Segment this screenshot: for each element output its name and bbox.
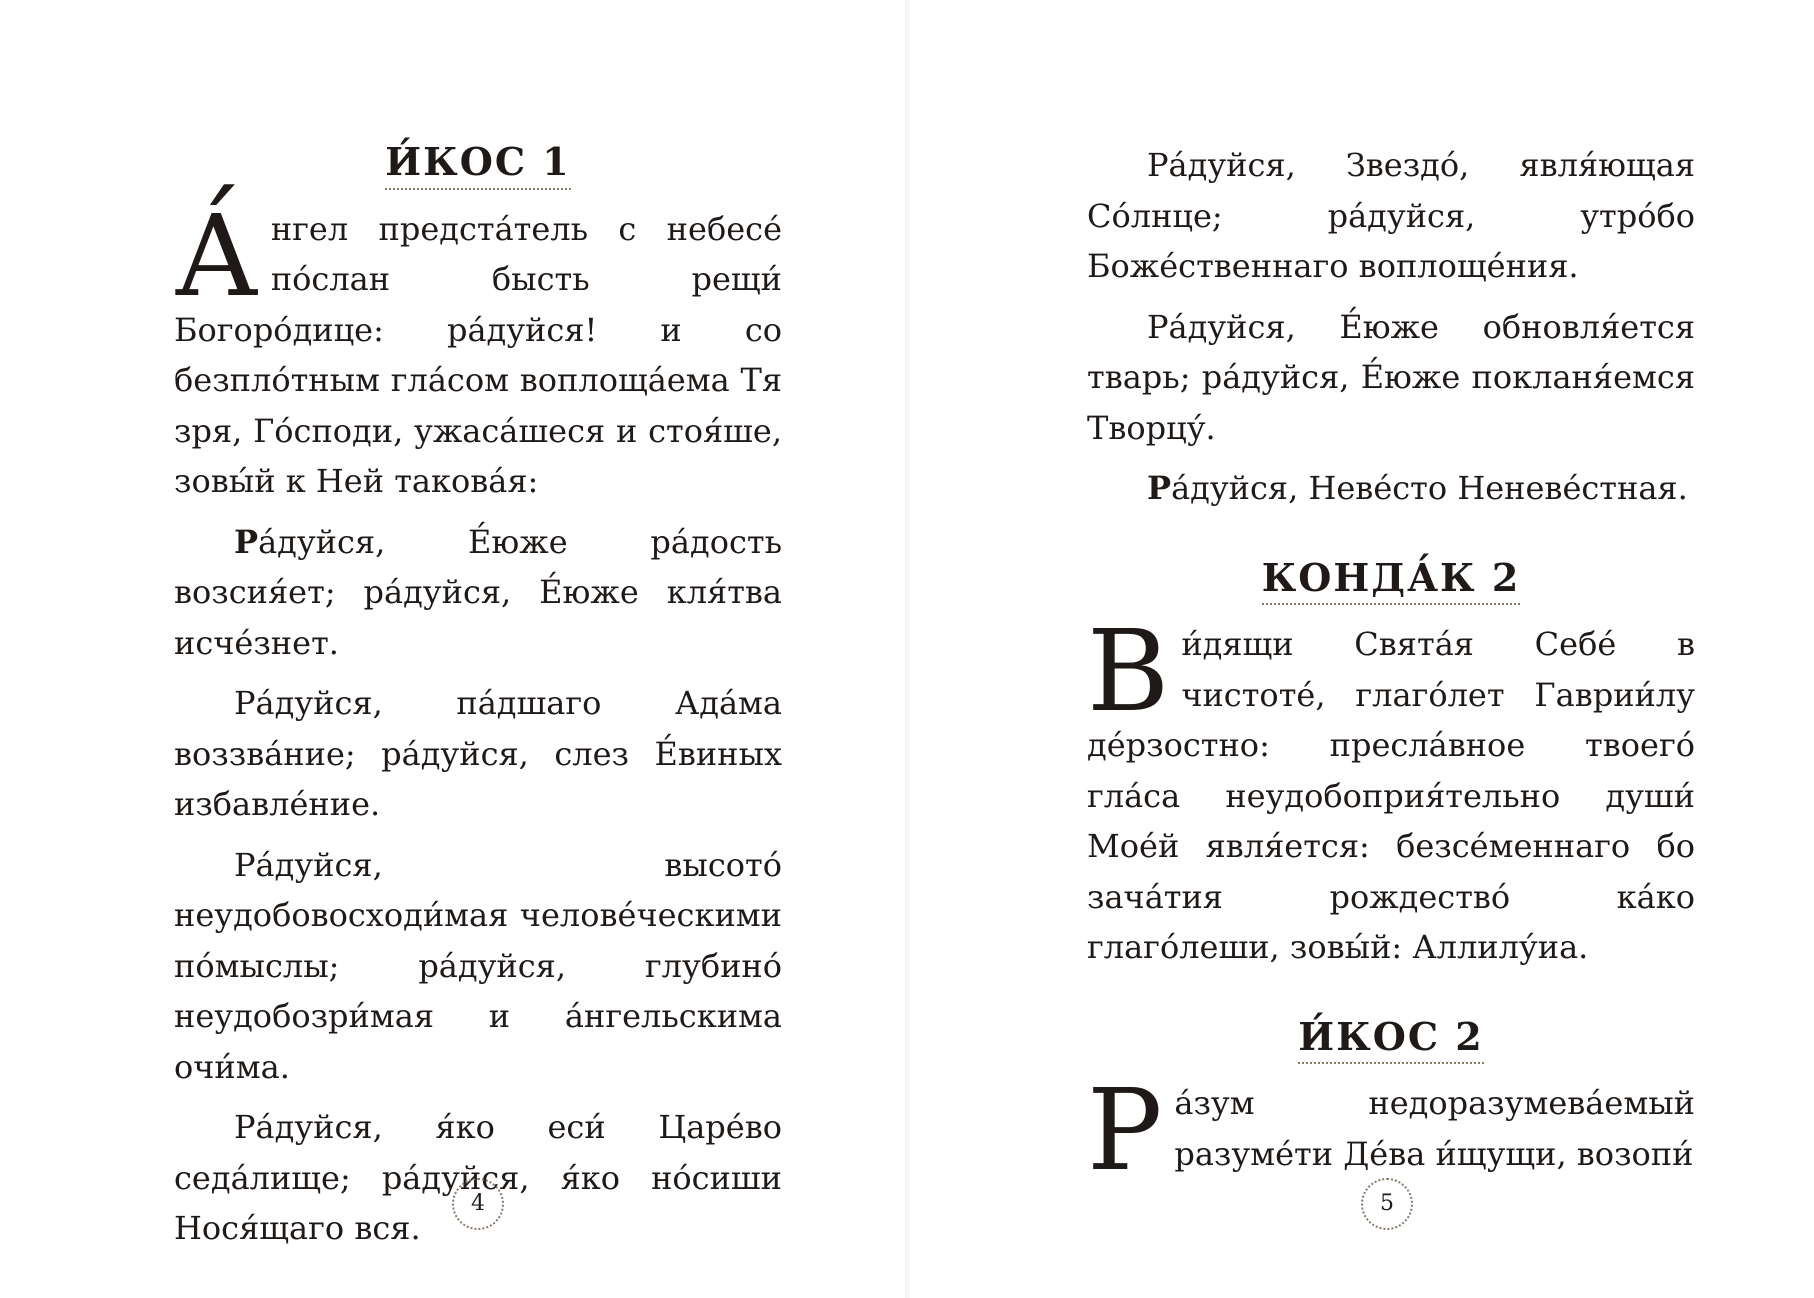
kondak-2-heading-text: КОНДА́К 2 [1262, 556, 1521, 606]
right-page [907, 0, 1814, 1298]
ikos-2-text: а́зум недоразумева́емый разуме́ти Де́ва и́щущи, возопи́ [1174, 1084, 1695, 1173]
paragraph-text: Ра́дуйся, я́ко еси́ Царе́во седа́лище; ра́дуйся, я́ко но́сиши Нося́щаго вся. [174, 1108, 782, 1248]
lead-letter: Р [234, 522, 259, 561]
ikos-1-opening-text: нгел предста́тель с небесе́ по́слан бысть рещи́ Богоро́дице: ра́дуйся! и со безпло́тным гла́сом воплоща́ема Тя зря, Го́споди, ужаса́шеся и стоя́ше, зовы́й к Ней такова́я: [174, 209, 782, 501]
page-number-right: 5 [1361, 1178, 1413, 1230]
right-page-content [1087, 140, 1695, 1197]
paragraph-text: Ра́дуйся, Звездо́, явля́ющая Со́лнце; ра́дуйся, утро́бо Боже́ственнаго воплоще́ния. [1087, 146, 1695, 285]
paragraph-text: Ра́дуйся, высото́ неудобовосходи́мая челове́ческими по́мыслы; ра́дуйся, глубино́ неудобозри́мая и а́нгельскима очи́ма. [174, 845, 782, 1086]
continued-paragraph-2 [1087, 302, 1695, 454]
ikos-1-paragraph-4 [174, 840, 782, 1093]
kondak-2-heading [1087, 556, 1695, 606]
paragraph-text: а́дуйся, Е́юже ра́дость возсия́ет; ра́дуйся, Е́юже кля́тва исче́знет. [174, 522, 782, 662]
ikos-1-paragraph-3 [174, 678, 782, 830]
dropcap-letter: В [1087, 607, 1170, 738]
ikos-1-heading [174, 140, 782, 190]
continued-paragraph-1 [1087, 140, 1695, 292]
ikos-2-heading-text: И́КОС 2 [1298, 1015, 1484, 1065]
paragraph-text: Ра́дуйся, Е́юже обновля́ется тварь; ра́дуйся, Е́юже покланя́емся Творцу́. [1087, 307, 1695, 447]
lead-letter: Р [1147, 469, 1172, 507]
ikos-2-heading [1087, 1015, 1695, 1065]
dropcap-letter: Р [1087, 1066, 1163, 1197]
paragraph-text: Ра́дуйся, па́дшаго Ада́ма воззва́ние; ра́дуйся, слез Е́виных избавле́ние. [174, 684, 782, 824]
kondak-2-paragraph [1087, 607, 1695, 973]
ikos-1-opening-paragraph [174, 191, 782, 507]
kondak-2-text: и́дящи Свята́я Себе́ в чистоте́, глаго́лет Гаврии́лу де́рзостно: пресла́вное твоего́ гла́са неудобоприя́тельно души́ Мое́й явля́ется: безсе́меннаго бо зача́тия рождество́ ка́ко глаго́леши, зовы́й: Аллилу́иа. [1087, 625, 1695, 967]
page-number-left: 4 [452, 1178, 504, 1230]
ikos-1-paragraph-2 [174, 517, 782, 669]
dropcap-letter: А́ [174, 191, 259, 322]
continued-paragraph-3 [1087, 463, 1695, 514]
left-page-content [174, 140, 782, 1254]
paragraph-text: а́дуйся, Неве́сто Неневе́стная. [1171, 469, 1688, 507]
ikos-1-heading-text: И́КОС 1 [385, 140, 571, 190]
ikos-2-paragraph [1087, 1066, 1695, 1197]
